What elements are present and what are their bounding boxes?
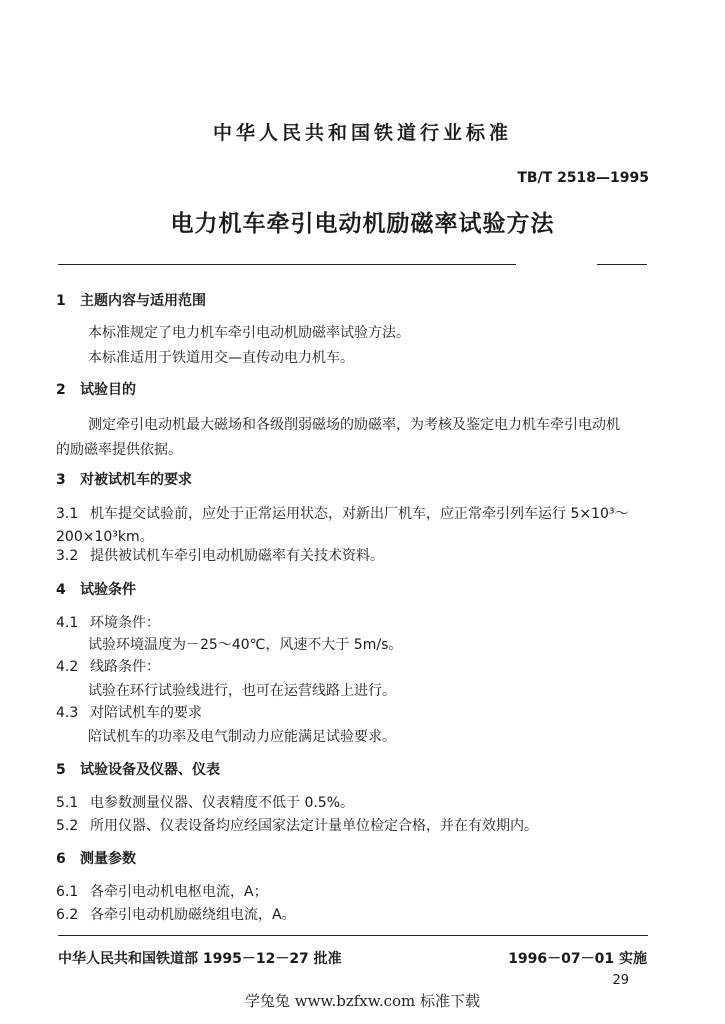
section-title: 测量参数: [80, 851, 136, 867]
section-6-heading: [56, 848, 136, 868]
item-number: 5.2: [56, 818, 79, 834]
footer-divider: [58, 935, 648, 936]
item-number: 3.1: [56, 506, 79, 522]
section-title: 对被试机车的要求: [80, 472, 192, 488]
item-number: 5.1: [56, 795, 79, 811]
section-number: 5: [56, 762, 66, 778]
implementation-date: 1996－07－01 实施: [508, 951, 647, 967]
section-3-heading: [56, 469, 192, 489]
section-1-line-1: 本标准规定了电力机车牵引电动机励磁率试验方法。: [88, 325, 410, 341]
item-4-3: [56, 702, 202, 722]
item-text: 各牵引电动机励磁绕组电流，A。: [90, 907, 296, 923]
section-5-heading: [56, 759, 220, 779]
section-1-line-2: 本标准适用于铁道用交—直传动电力机车。: [88, 350, 354, 366]
item-number: 6.2: [56, 907, 79, 923]
item-4-1: [56, 612, 160, 632]
section-2-heading: [56, 379, 136, 399]
section-number: 2: [56, 382, 66, 398]
section-number: 4: [56, 582, 66, 598]
item-3-1: [56, 503, 629, 523]
item-4-3-body: 陪试机车的功率及电气制动力应能满足试验要求。: [88, 729, 396, 745]
section-title: 试验条件: [80, 582, 136, 598]
item-number: 4.3: [56, 705, 79, 721]
item-number: 6.1: [56, 884, 79, 900]
section-2-line-2: 的励磁率提供依据。: [56, 442, 182, 458]
section-number: 3: [56, 472, 66, 488]
item-text: 各牵引电动机电枢电流，A；: [90, 884, 268, 900]
item-text: 所用仪器、仪表设备均应经国家法定计量单位检定合格，并在有效期内。: [90, 818, 538, 834]
item-6-1: [56, 881, 268, 901]
standard-code: TB/T 2518—1995: [517, 170, 649, 186]
section-2-line-1: 测定牵引电动机最大磁场和各级削弱磁场的励磁率，为考核及鉴定电力机车牵引电动机: [88, 417, 620, 433]
item-title: 环境条件：: [90, 615, 160, 631]
section-title: 试验目的: [80, 382, 136, 398]
item-number: 4.1: [56, 615, 79, 631]
section-4-heading: [56, 579, 136, 599]
item-number: 4.2: [56, 659, 79, 675]
section-number: 1: [56, 293, 66, 309]
section-title: 主题内容与适用范围: [80, 293, 206, 309]
item-4-2: [56, 656, 160, 676]
item-text: 机车提交试验前，应处于正常运用状态，对新出厂机车，应正常牵引列车运行 5×10³～: [90, 506, 629, 522]
item-number: 3.2: [56, 548, 79, 564]
item-4-2-body: 试验在环行试验线进行，也可在运营线路上进行。: [88, 683, 396, 699]
section-number: 6: [56, 851, 66, 867]
item-title: 线路条件：: [90, 659, 160, 675]
item-3-2: [56, 545, 384, 565]
title-divider-short: [597, 264, 647, 265]
item-3-1-continuation: 200×10³km。: [56, 529, 154, 545]
item-4-1-body: 试验环境温度为－25～40℃，风速不大于 5m/s。: [88, 637, 403, 653]
item-text: 提供被试机车牵引电动机励磁率有关技术资料。: [90, 548, 384, 564]
page-number: 29: [612, 973, 629, 988]
title-divider-long: [58, 264, 516, 265]
standard-category-title: 中华人民共和国铁道行业标准: [212, 122, 512, 144]
item-6-2: [56, 904, 296, 924]
site-watermark: 学兔兔 www.bzfxw.com 标准下载: [244, 992, 481, 1010]
item-title: 对陪试机车的要求: [90, 705, 202, 721]
section-title: 试验设备及仪器、仪表: [80, 762, 220, 778]
approval-date: 中华人民共和国铁道部 1995－12－27 批准: [58, 951, 342, 967]
document-title: 电力机车牵引电动机励磁率试验方法: [170, 211, 555, 237]
item-5-2: [56, 815, 538, 835]
item-text: 电参数测量仪器、仪表精度不低于 0.5%。: [90, 795, 355, 811]
item-5-1: [56, 792, 354, 812]
section-1-heading: [56, 290, 206, 310]
